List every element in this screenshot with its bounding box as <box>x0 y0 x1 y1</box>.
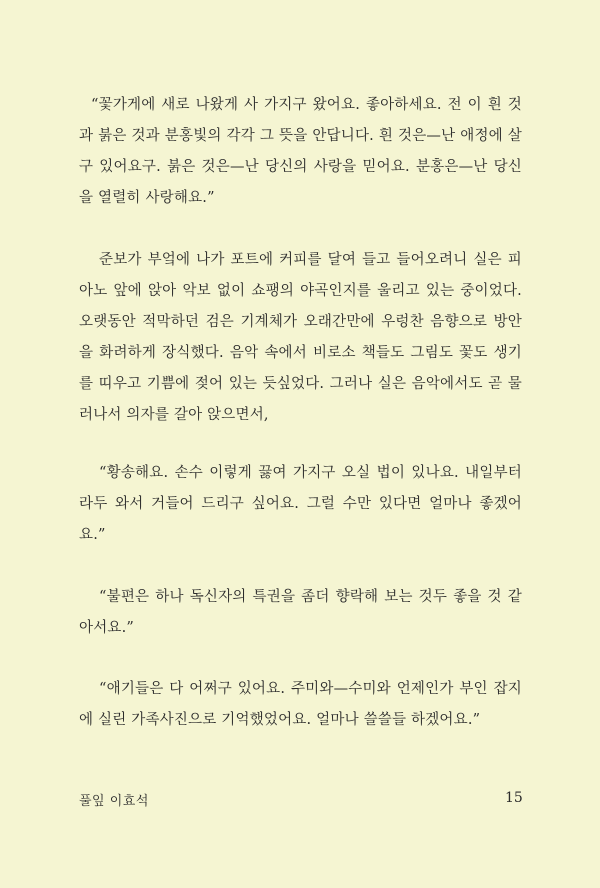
paragraph-3: “황송해요. 손수 이렇게 끓여 가지구 오실 법이 있나요. 내일부터라두 와서 거들어 드리구 싶어요. 그럴 수만 있다면 얼마나 좋겠어요.” <box>79 465 522 543</box>
paragraph-4: “불편은 하나 독신자의 특권을 좀더 향락해 보는 것두 좋을 것 같아서요.” <box>79 589 522 636</box>
paragraph-2: 준보가 부엌에 나가 포트에 커피를 달여 들고 들어오려니 실은 피아노 앞에 앉아 악보 없이 쇼팽의 야곡인지를 울리고 있는 중이었다. 오랫동안 적막하던 검은 기계체가 오래간만에 우렁찬 음향으로 방안을 화려하게 장식했다. 음악 속에서 비로소 책들도 그림도 꽃도 생기를 띠우고 기쁨에 젖어 있는 듯싶었다. 그러나 실은 음악에서도 곧 물러나서 의자를 갈아 앉으면서, <box>79 252 522 423</box>
paragraph-5: “애기들은 다 어쩌구 있어요. 주미와—수미와 언제인가 부인 잡지에 실린 가족사진으로 기억했었어요. 얼마나 쓸쓸들 하겠어요.” <box>79 681 522 728</box>
page-number: 15 <box>505 790 523 806</box>
paragraph-1: “꽃가게에 새로 나왔게 사 가지구 왔어요. 좋아하세요. 전 이 흰 것과 붉은 것과 분홍빛의 각각 그 뜻을 안답니다. 흰 것은—난 애정에 살구 있어요구. 붉은 것은—난 당신의 사랑을 믿어요. 분홍은—난 당신을 열렬히 사랑해요.” <box>79 97 522 206</box>
footer-book-title: 풀잎 이효석 <box>79 794 149 809</box>
